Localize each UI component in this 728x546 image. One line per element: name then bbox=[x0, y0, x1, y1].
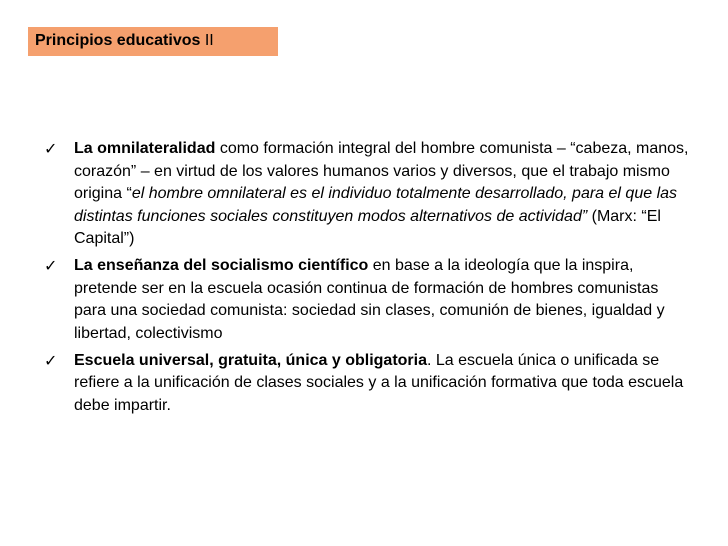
bullet-text: en base a la ideología que la inspira, pretende ser en la escuela ocasión continua de formación de hombres comunistas para una sociedad comunista: sociedad sin clases, comunión de bienes, igualdad y libertad, colectivismo bbox=[74, 257, 665, 342]
bullet-bold: Escuela universal, gratuita, única y obligatoria bbox=[74, 351, 427, 369]
slide-title-rest: II bbox=[200, 32, 214, 49]
checkmark-icon: ✓ bbox=[44, 139, 58, 158]
bullet-text-citation: (Marx: “El Capital”) bbox=[74, 207, 661, 247]
bullet-bold: La omnilateralidad bbox=[74, 140, 216, 157]
bullet-italic-quote: el hombre omnilateral es el individuo totalmente desarrollado, para el que las distintas funciones sociales constituyen modos alternativos de actividad” bbox=[74, 185, 678, 225]
bullet-item-escuela bbox=[44, 350, 694, 418]
bullet-text: . La escuela única o unificada se refiere a la unificación de clases sociales y a la unificación formativa que toda escuela debe impartir. bbox=[74, 351, 684, 414]
checkmark-icon: ✓ bbox=[44, 350, 58, 370]
bullet-text: como formación integral del hombre comunista – “cabeza, manos, corazón” – en virtud de los valores humanos varios y diversos, que el trabajo mismo origina “ bbox=[74, 140, 689, 202]
checkmark-icon: ✓ bbox=[44, 256, 58, 275]
slide-title bbox=[28, 27, 278, 56]
bullet-item-omnilateralidad bbox=[44, 138, 694, 251]
bullet-item-socialismo bbox=[44, 255, 694, 345]
bullet-bold: La enseñanza del socialismo científico bbox=[74, 257, 369, 274]
slide-title-bold: Principios educativos bbox=[35, 32, 201, 49]
bullet-list bbox=[44, 138, 694, 422]
